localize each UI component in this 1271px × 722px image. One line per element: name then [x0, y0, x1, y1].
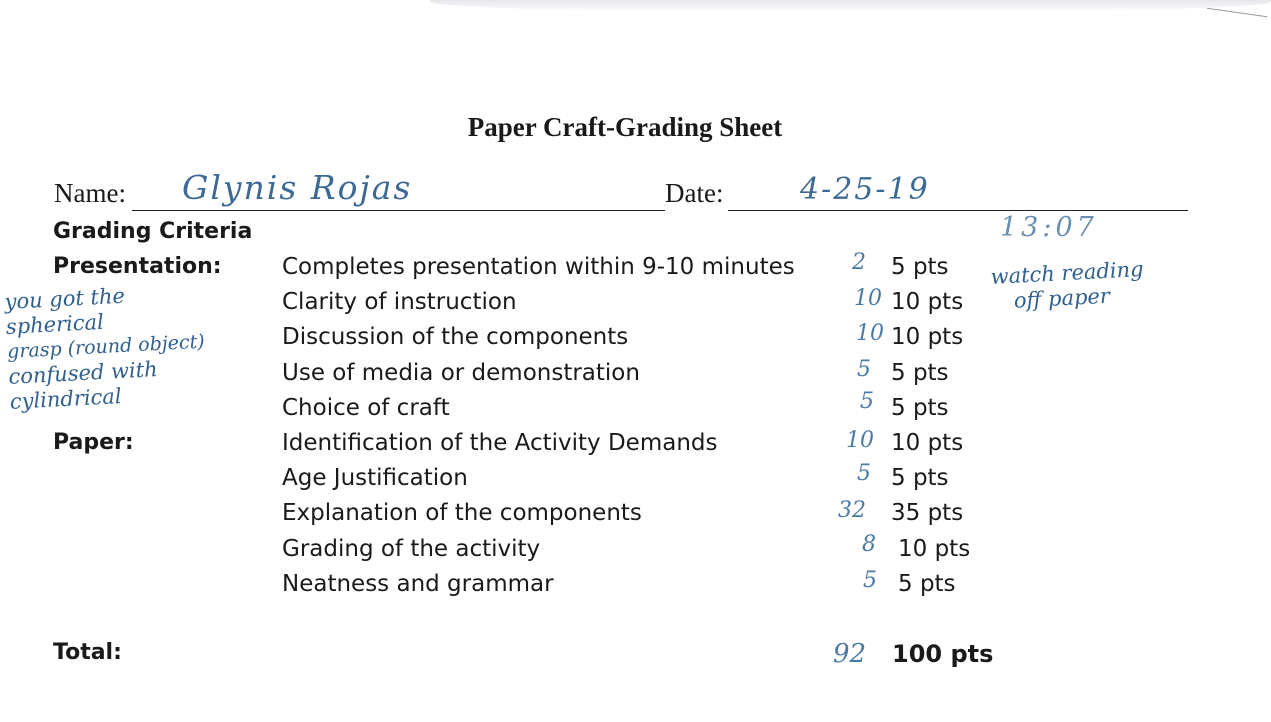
- name-value: Glynis Rojas: [182, 168, 413, 207]
- criterion-max: 5 pts: [891, 465, 949, 491]
- right-comment-line: watch reading: [990, 256, 1145, 289]
- criterion-text: Age Justification: [282, 465, 468, 491]
- total-max: 100 pts: [892, 640, 994, 668]
- criterion-text: Explanation of the components: [282, 500, 642, 526]
- right-comment-line: off paper: [1013, 283, 1111, 313]
- scan-shadow: [430, 0, 1271, 12]
- grading-criteria-heading: Grading Criteria: [53, 219, 253, 244]
- side-comment-line: spherical: [5, 309, 105, 339]
- criterion-max: 5 pts: [891, 360, 949, 386]
- criterion-max: 5 pts: [891, 254, 949, 280]
- side-comment-line: grasp (round object): [6, 330, 206, 363]
- criterion-max: 10 pts: [891, 289, 964, 315]
- criterion-max: 35 pts: [891, 500, 964, 526]
- criterion-score: 10: [846, 428, 874, 453]
- criterion-max: 10 pts: [898, 536, 971, 562]
- criterion-max: 10 pts: [891, 324, 964, 350]
- side-comment-line: confused with: [7, 357, 159, 389]
- criterion-text: Choice of craft: [282, 395, 450, 421]
- criterion-text: Grading of the activity: [282, 536, 541, 562]
- criterion-score: 5: [857, 461, 871, 486]
- date-label: Date:: [665, 178, 724, 208]
- criterion-score: 2: [852, 250, 866, 275]
- criterion-max: 5 pts: [898, 571, 956, 597]
- total-score: 92: [833, 639, 867, 669]
- time-note: 13:07: [1000, 212, 1098, 243]
- paper-label: Paper:: [53, 430, 134, 455]
- criterion-score: 10: [856, 321, 884, 346]
- criterion-score: 5: [863, 568, 877, 593]
- criterion-text: Discussion of the components: [282, 324, 629, 350]
- name-label: Name:: [54, 178, 126, 208]
- criterion-text: Clarity of instruction: [282, 289, 517, 315]
- date-underline: [728, 210, 1188, 211]
- criterion-text: Identification of the Activity Demands: [282, 430, 718, 456]
- criterion-score: 8: [862, 532, 876, 557]
- criterion-score: 5: [857, 357, 871, 382]
- page-title: Paper Craft-Grading Sheet: [467, 112, 783, 142]
- side-comment-line: cylindrical: [9, 384, 123, 414]
- criterion-text: Neatness and grammar: [282, 571, 554, 597]
- criterion-text: Use of media or demonstration: [282, 360, 640, 386]
- side-comment-line: you got the: [4, 283, 126, 314]
- name-underline: [132, 210, 665, 211]
- criterion-score: 10: [854, 286, 882, 311]
- criterion-text: Completes presentation within 9-10 minutes: [282, 254, 795, 280]
- criterion-max: 10 pts: [891, 430, 964, 456]
- criterion-score: 32: [838, 498, 866, 523]
- presentation-label: Presentation:: [53, 254, 222, 279]
- side-comment: [4, 280, 208, 415]
- criterion-max: 5 pts: [891, 395, 949, 421]
- criterion-score: 5: [860, 389, 874, 414]
- date-value: 4-25-19: [800, 172, 930, 207]
- total-label: Total:: [53, 640, 122, 665]
- right-comment: [990, 257, 1145, 315]
